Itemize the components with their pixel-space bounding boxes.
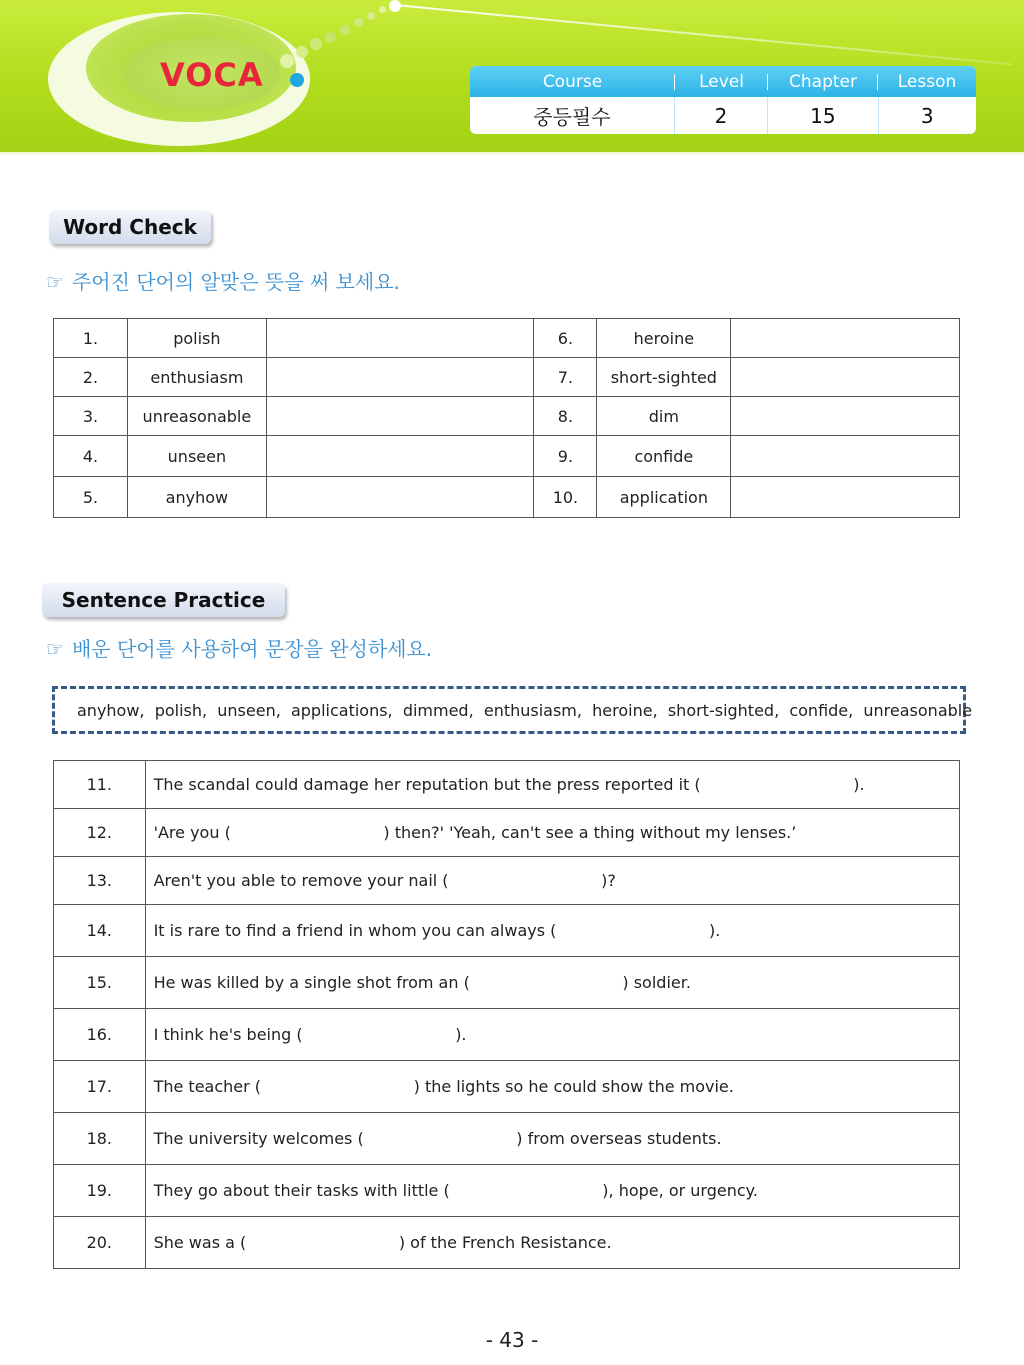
sentence-number: 20. xyxy=(54,1217,146,1269)
level-label: Level xyxy=(675,66,768,97)
right-number: 10. xyxy=(534,477,597,518)
course-info-values xyxy=(470,97,976,134)
sentence-practice-instruction xyxy=(46,633,432,662)
sentence-text[interactable]: The university welcomes ( ) from overseas students. xyxy=(145,1113,959,1165)
left-word: polish xyxy=(127,319,266,358)
sentence-number: 11. xyxy=(54,761,146,809)
right-number: 9. xyxy=(534,436,597,477)
sentence-number: 12. xyxy=(54,809,146,857)
pointing-hand-icon: ☞ xyxy=(46,637,64,661)
sentence-text[interactable]: The scandal could damage her reputation but the press reported it ( ). xyxy=(145,761,959,809)
left-answer-blank[interactable] xyxy=(266,319,534,358)
course-info-header xyxy=(470,66,976,97)
course-info-box xyxy=(470,66,976,134)
sentence-text[interactable]: He was killed by a single shot from an ( ) soldier. xyxy=(145,957,959,1009)
sentence-number: 18. xyxy=(54,1113,146,1165)
word-bank: anyhow, polish, unseen, applications, dimmed, enthusiasm, heroine, short-sighted, confide, unreasonable xyxy=(52,686,966,734)
left-word: anyhow xyxy=(127,477,266,518)
right-number: 6. xyxy=(534,319,597,358)
sentence-practice-title: Sentence Practice xyxy=(42,583,285,617)
dot-icon xyxy=(367,12,375,20)
left-number: 5. xyxy=(54,477,128,518)
lesson-label: Lesson xyxy=(897,71,957,92)
chapter-value: 15 xyxy=(768,97,878,134)
chapter-label: Chapter xyxy=(768,66,878,97)
right-word: confide xyxy=(597,436,731,477)
dot-icon xyxy=(310,38,322,50)
word-check-table xyxy=(53,318,960,518)
table-row xyxy=(54,436,960,477)
course-label: Course xyxy=(470,66,675,97)
sentence-text[interactable]: They go about their tasks with little ( ), hope, or urgency. xyxy=(145,1165,959,1217)
left-answer-blank[interactable] xyxy=(266,477,534,518)
dot-icon xyxy=(340,25,350,35)
sentence-number: 15. xyxy=(54,957,146,1009)
sentence-practice-instruction-text: 배운 단어를 사용하여 문장을 완성하세요. xyxy=(71,637,433,661)
left-answer-blank[interactable] xyxy=(266,358,534,397)
left-number: 4. xyxy=(54,436,128,477)
lesson-value: 3 xyxy=(920,103,934,128)
left-answer-blank[interactable] xyxy=(266,436,534,477)
word-check-instruction xyxy=(46,266,400,295)
header-shade xyxy=(0,146,1024,156)
sentence-text[interactable]: Aren't you able to remove your nail ( )? xyxy=(145,857,959,905)
table-row xyxy=(54,319,960,358)
table-row xyxy=(54,358,960,397)
table-row xyxy=(54,905,960,957)
right-answer-blank[interactable] xyxy=(731,397,960,436)
light-beam xyxy=(395,4,1012,65)
table-row xyxy=(54,809,960,857)
course-value: 중등필수 xyxy=(470,97,675,134)
table-row xyxy=(54,857,960,905)
right-answer-blank[interactable] xyxy=(731,477,960,518)
dot-icon xyxy=(290,73,304,87)
left-answer-blank[interactable] xyxy=(266,397,534,436)
table-row xyxy=(54,1009,960,1061)
table-row xyxy=(54,761,960,809)
sentence-text[interactable]: I think he's being ( ). xyxy=(145,1009,959,1061)
right-answer-blank[interactable] xyxy=(731,436,960,477)
right-word: heroine xyxy=(597,319,731,358)
left-number: 3. xyxy=(54,397,128,436)
right-word: application xyxy=(597,477,731,518)
right-word: dim xyxy=(597,397,731,436)
right-number: 7. xyxy=(534,358,597,397)
right-number: 8. xyxy=(534,397,597,436)
sentence-text[interactable]: It is rare to find a friend in whom you can always ( ). xyxy=(145,905,959,957)
dot-icon xyxy=(296,46,308,58)
dot-icon xyxy=(379,6,386,13)
sentence-number: 17. xyxy=(54,1061,146,1113)
sentence-number: 19. xyxy=(54,1165,146,1217)
table-row xyxy=(54,477,960,518)
sentence-text[interactable]: She was a ( ) of the French Resistance. xyxy=(145,1217,959,1269)
sentence-practice-table xyxy=(53,760,960,1269)
word-check-title: Word Check xyxy=(49,210,211,244)
table-row xyxy=(54,1217,960,1269)
left-number: 1. xyxy=(54,319,128,358)
sentence-number: 14. xyxy=(54,905,146,957)
page-number: - 43 - xyxy=(485,1328,539,1352)
left-word: unreasonable xyxy=(127,397,266,436)
table-row xyxy=(54,1061,960,1113)
logo-text: VOCA xyxy=(160,56,264,94)
header-banner xyxy=(0,0,1024,152)
table-row xyxy=(54,1165,960,1217)
left-word: unseen xyxy=(127,436,266,477)
left-number: 2. xyxy=(54,358,128,397)
table-row xyxy=(54,957,960,1009)
sentence-number: 16. xyxy=(54,1009,146,1061)
sentence-text[interactable]: The teacher ( ) the lights so he could show the movie. xyxy=(145,1061,959,1113)
table-row xyxy=(54,397,960,436)
left-word: enthusiasm xyxy=(127,358,266,397)
dot-icon xyxy=(354,18,363,27)
pointing-hand-icon: ☞ xyxy=(46,270,64,294)
dot-icon xyxy=(280,54,294,68)
level-value: 2 xyxy=(675,97,768,134)
right-answer-blank[interactable] xyxy=(731,319,960,358)
right-word: short-sighted xyxy=(597,358,731,397)
sentence-text[interactable]: 'Are you ( ) then?' 'Yeah, can't see a thing without my lenses.’ xyxy=(145,809,959,857)
sentence-number: 13. xyxy=(54,857,146,905)
table-row xyxy=(54,1113,960,1165)
word-check-instruction-text: 주어진 단어의 알맞은 뜻을 써 보세요. xyxy=(71,270,400,294)
dot-icon xyxy=(325,32,336,43)
right-answer-blank[interactable] xyxy=(731,358,960,397)
